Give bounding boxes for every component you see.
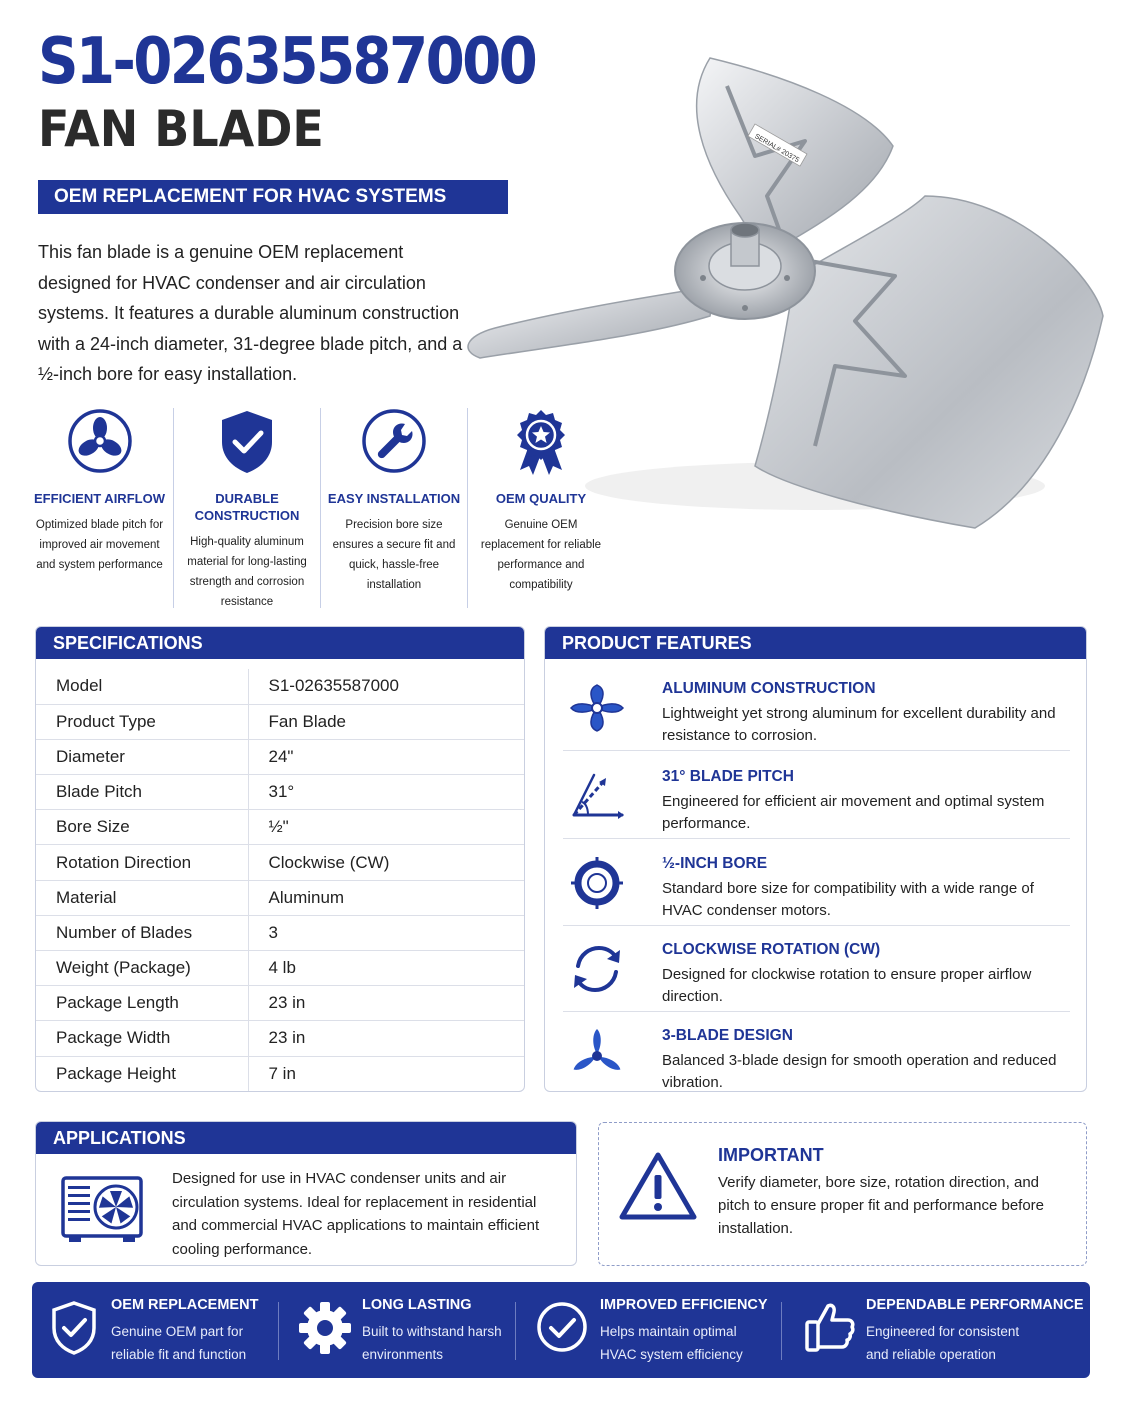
- spec-value: Fan Blade: [248, 704, 524, 739]
- feature-title: 31° BLADE PITCH: [662, 768, 794, 785]
- intro-paragraph: This fan blade is a genuine OEM replacement designed for HVAC condenser and air circulation systems. It features a durable aluminum construction with a 24-inch diameter, 31-degree blade pitch, and a ½-inch bore for easy installation.: [38, 242, 463, 384]
- feature-item: [563, 1011, 1070, 1092]
- shield-check-icon: [217, 408, 277, 476]
- benefit-title: OEM QUALITY: [495, 491, 587, 506]
- warning-icon: [619, 1151, 697, 1221]
- product-features-panel: [544, 626, 1087, 1092]
- bore-ring-icon: [568, 856, 626, 910]
- footer-title: OEM REPLACEMENT: [111, 1297, 259, 1313]
- benefit-title: EFFICIENT AIRFLOW: [34, 491, 165, 506]
- spec-label: Package Height: [36, 1056, 248, 1091]
- applications-text: Designed for use in HVAC condenser units and air circulation systems. Ideal for replacement in residential and commercial HVAC applications to maintain efficient cooling performance.: [172, 1170, 540, 1258]
- spec-value: 23 in: [248, 1021, 524, 1056]
- spec-value: 24": [248, 739, 524, 774]
- table-row: [36, 915, 524, 950]
- spec-value: S1-02635587000: [248, 669, 524, 704]
- feature-title: ½-INCH BORE: [662, 855, 768, 872]
- angle-pitch-icon: [568, 771, 626, 821]
- specifications-panel: [35, 626, 525, 1092]
- feature-desc: Lightweight yet strong aluminum for excellent durability and resistance to corrosion.: [662, 705, 1056, 744]
- propeller-icon: [568, 1026, 626, 1084]
- feature-desc: Engineered for efficient air movement and optimal system performance.: [662, 793, 1045, 832]
- feature-desc: Balanced 3-blade design for smooth operation and reduced vibration.: [662, 1052, 1057, 1091]
- spec-label: Number of Blades: [36, 915, 248, 950]
- table-row: [36, 810, 524, 845]
- benefits-row: [26, 408, 616, 608]
- spec-value: ½": [248, 810, 524, 845]
- check-circle-icon: [535, 1300, 589, 1354]
- rotation-arrows-icon: [568, 942, 626, 996]
- award-ribbon-icon: [514, 408, 568, 476]
- subtitle-bar: OEM REPLACEMENT FOR HVAC SYSTEMS: [38, 180, 508, 214]
- footer-desc-line1: Helps maintain optimal: [600, 1324, 737, 1339]
- footer-band: [32, 1282, 1090, 1378]
- specifications-heading: SPECIFICATIONS: [36, 627, 524, 659]
- benefit-efficient-airflow: [26, 408, 173, 608]
- benefit-desc: High-quality aluminum material for long-lasting strength and corrosion resistance: [187, 536, 307, 608]
- wrench-icon: [361, 408, 427, 474]
- benefit-easy-installation: [320, 408, 467, 608]
- spec-label: Weight (Package): [36, 951, 248, 986]
- spec-value: 4 lb: [248, 951, 524, 986]
- footer-item-oem-replacement: [50, 1282, 290, 1378]
- spec-label: Material: [36, 880, 248, 915]
- footer-desc-line2: reliable fit and function: [111, 1347, 247, 1362]
- footer-divider: [515, 1302, 516, 1360]
- table-row: [36, 669, 524, 704]
- product-name-title: FAN BLADE: [38, 100, 324, 158]
- applications-heading: APPLICATIONS: [36, 1122, 576, 1154]
- footer-item-dependable-performance: [804, 1282, 1084, 1378]
- condenser-unit-icon: [60, 1174, 144, 1246]
- footer-title: LONG LASTING: [362, 1297, 472, 1313]
- benefit-durable-construction: [173, 408, 320, 608]
- thumbs-up-icon: [804, 1300, 856, 1354]
- footer-item-long-lasting: [297, 1282, 527, 1378]
- table-row: [36, 775, 524, 810]
- gear-icon: [297, 1300, 353, 1356]
- table-row: [36, 845, 524, 880]
- fan-blade-icon: [568, 683, 626, 733]
- feature-title: CLOCKWISE ROTATION (CW): [662, 941, 881, 958]
- feature-title: 3-BLADE DESIGN: [662, 1027, 793, 1044]
- footer-desc-line2: environments: [362, 1347, 444, 1362]
- benefit-title: DURABLE CONSTRUCTION: [194, 491, 300, 523]
- spec-label: Model: [36, 669, 248, 704]
- footer-item-improved-efficiency: [535, 1282, 785, 1378]
- feature-title: ALUMINUM CONSTRUCTION: [662, 680, 876, 697]
- footer-desc-line1: Engineered for consistent: [866, 1324, 1020, 1339]
- footer-divider: [781, 1302, 782, 1360]
- fan-icon: [67, 408, 133, 474]
- benefit-oem-quality: [467, 408, 614, 608]
- table-row: [36, 1021, 524, 1056]
- benefit-desc: Optimized blade pitch for improved air movement and system performance: [35, 519, 164, 571]
- spec-label: Bore Size: [36, 810, 248, 845]
- feature-item: [563, 925, 1070, 1012]
- important-text: Verify diameter, bore size, rotation direction, and pitch to ensure proper fit and performance before installation.: [718, 1174, 1045, 1237]
- footer-title: DEPENDABLE PERFORMANCE: [866, 1297, 1084, 1313]
- feature-item: [563, 664, 1070, 751]
- spec-value: 23 in: [248, 986, 524, 1021]
- spec-table: [36, 669, 524, 1091]
- spec-label: Product Type: [36, 704, 248, 739]
- table-row: [36, 951, 524, 986]
- benefit-title: EASY INSTALLATION: [327, 491, 461, 506]
- feature-item: [563, 752, 1070, 839]
- spec-value: Clockwise (CW): [248, 845, 524, 880]
- feature-desc: Designed for clockwise rotation to ensure proper airflow direction.: [662, 966, 1032, 1005]
- table-row: [36, 704, 524, 739]
- benefit-desc: Precision bore size ensures a secure fit and quick, hassle-free installation: [332, 519, 456, 591]
- spec-label: Package Width: [36, 1021, 248, 1056]
- important-title: IMPORTANT: [718, 1145, 824, 1165]
- spec-label: Diameter: [36, 739, 248, 774]
- benefit-desc: Genuine OEM replacement for reliable performance and compatibility: [480, 519, 602, 591]
- feature-item: [563, 839, 1070, 926]
- shield-check-icon: [50, 1300, 98, 1356]
- table-row: [36, 1056, 524, 1091]
- spec-value: Aluminum: [248, 880, 524, 915]
- feature-desc: Standard bore size for compatibility with a wide range of HVAC condenser motors.: [662, 880, 1034, 919]
- table-row: [36, 739, 524, 774]
- table-row: [36, 880, 524, 915]
- spec-value: 7 in: [268, 1063, 296, 1083]
- footer-desc-line1: Built to withstand harsh: [362, 1324, 502, 1339]
- important-notice: [598, 1122, 1087, 1266]
- spec-value: 31°: [248, 775, 524, 810]
- footer-desc-line1: Genuine OEM part for: [111, 1324, 244, 1339]
- product-features-heading: PRODUCT FEATURES: [545, 627, 1086, 659]
- spec-label: Rotation Direction: [36, 845, 248, 880]
- part-number-title: S1-02635587000: [38, 25, 536, 99]
- footer-desc-line2: HVAC system efficiency: [600, 1347, 743, 1362]
- spec-label: Blade Pitch: [36, 775, 248, 810]
- footer-divider: [278, 1302, 279, 1360]
- serial-label: SERIAL# 20375: [753, 133, 801, 165]
- spec-label: Package Length: [36, 986, 248, 1021]
- spec-value: 3: [248, 915, 524, 950]
- footer-title: IMPROVED EFFICIENCY: [600, 1297, 768, 1313]
- footer-desc-line2: and reliable operation: [866, 1347, 996, 1362]
- applications-panel: [35, 1121, 577, 1266]
- table-row: [36, 986, 524, 1021]
